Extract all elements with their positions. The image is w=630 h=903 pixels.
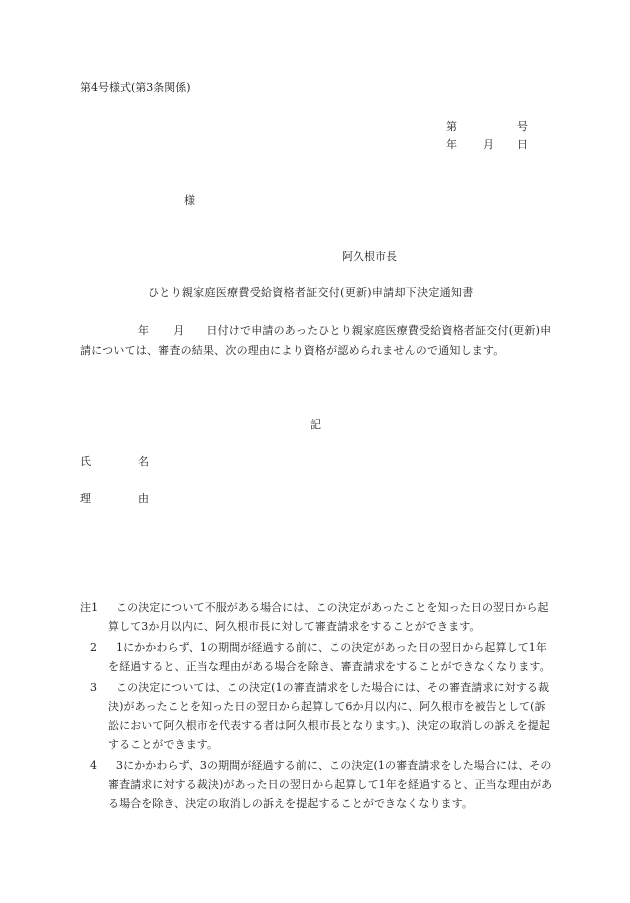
note-2 <box>80 638 556 676</box>
body-month: 月 <box>173 324 185 337</box>
date-day: 日 <box>517 138 528 151</box>
name-label-1: 氏 <box>80 455 91 468</box>
note-1 <box>80 598 556 636</box>
form-number: 第4号様式(第3条関係) <box>80 81 191 94</box>
body-text: 日付けで申請のあったひとり親家庭医療費受給資格者証交付(更新)申請については、審査の結果、次の理由により資格が認められませんので通知します。 <box>80 324 552 357</box>
doc-number-suffix: 号 <box>517 120 528 133</box>
note-2-text: 1にかかわらず、1の期間が経過する前に、この決定があった日の翌日から起算して1年を経過すると、正当な理由がある場合を除き、審査請求をすることができなくなります。 <box>108 641 551 673</box>
note-3 <box>80 678 556 754</box>
note-4-text: 3にかかわらず、3の期間が経過する前に、この決定(1の審査請求をした場合には、その審査請求に対する裁決)があった日の翌日から起算して1年を経過すると、正当な理由がある場合を除き、決定の取消しの訴えを提起することができなくなります。 <box>108 759 553 810</box>
reason-label-1: 理 <box>80 492 91 505</box>
note-4-number: 4 <box>90 759 98 772</box>
note-4 <box>80 756 556 813</box>
document-title: ひとり親家庭医療費受給資格者証交付(更新)申請却下決定通知書 <box>148 286 474 299</box>
name-label-2: 名 <box>138 455 149 468</box>
body-year: 年 <box>138 324 150 337</box>
notes-section <box>80 598 556 815</box>
note-2-number: 2 <box>90 641 98 654</box>
date-year: 年 <box>446 138 457 151</box>
issuer: 阿久根市長 <box>342 250 397 263</box>
ki-heading: 記 <box>310 418 321 431</box>
note-3-number: 3 <box>90 681 98 694</box>
note-3-text: この決定については、この決定(1の審査請求をした場合には、その審査請求に対する裁決)があったことを知った日の翌日から起算して6か月以内に、阿久根市を被告として(訴訟において阿久根市を代表する者は阿久根市長となります。)、決定の取消しの訴えを提起することができます。 <box>108 681 551 751</box>
reason-label-2: 由 <box>138 492 149 505</box>
addressee-suffix: 様 <box>184 194 195 207</box>
note-1-number: 注1 <box>80 601 99 614</box>
body-paragraph <box>80 321 558 361</box>
doc-number-prefix: 第 <box>446 120 457 133</box>
note-1-text: この決定について不服がある場合には、この決定があったことを知った日の翌日から起算して3か月以内に、阿久根市長に対して審査請求をすることができます。 <box>108 601 549 633</box>
date-month: 月 <box>483 138 494 151</box>
